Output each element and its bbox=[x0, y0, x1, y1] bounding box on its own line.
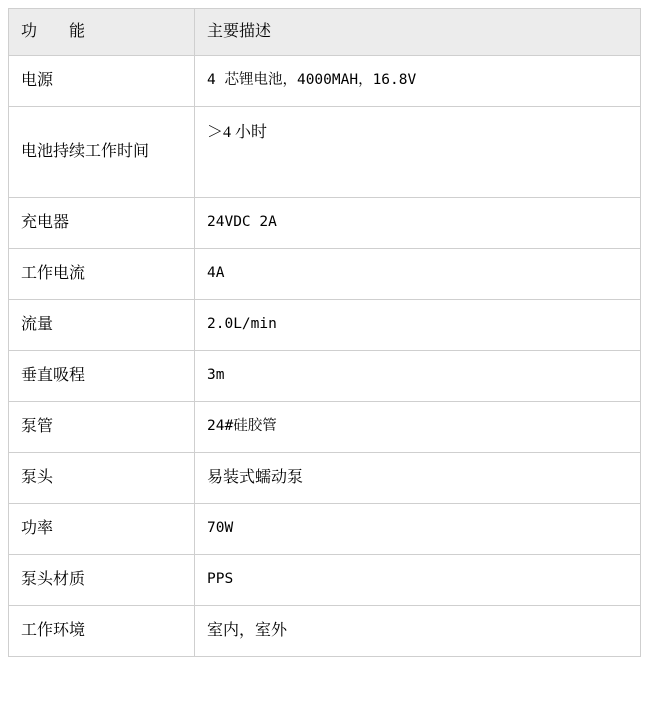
cell-description: 2.0L/min bbox=[195, 300, 641, 351]
cell-description: PPS bbox=[195, 555, 641, 606]
cell-description: ＞4 小时 bbox=[195, 107, 641, 198]
table-row bbox=[9, 453, 641, 504]
table-row bbox=[9, 198, 641, 249]
cell-description: 4A bbox=[195, 249, 641, 300]
cell-feature: 泵头 bbox=[9, 453, 195, 504]
table-row bbox=[9, 606, 641, 657]
cell-feature: 垂直吸程 bbox=[9, 351, 195, 402]
cell-feature: 工作环境 bbox=[9, 606, 195, 657]
table-header-row bbox=[9, 9, 641, 56]
cell-description: 易装式蠕动泵 bbox=[195, 453, 641, 504]
cell-description: 24#硅胶管 bbox=[195, 402, 641, 453]
cell-description: 4 芯锂电池，4000MAH，16.8V bbox=[195, 56, 641, 107]
table-row bbox=[9, 555, 641, 606]
table-body bbox=[9, 56, 641, 657]
column-header-feature: 功 能 bbox=[9, 9, 195, 56]
cell-feature: 电源 bbox=[9, 56, 195, 107]
cell-feature: 功率 bbox=[9, 504, 195, 555]
cell-feature: 充电器 bbox=[9, 198, 195, 249]
cell-feature: 流量 bbox=[9, 300, 195, 351]
table-row bbox=[9, 300, 641, 351]
column-header-description: 主要描述 bbox=[195, 9, 641, 56]
cell-description: 24VDC 2A bbox=[195, 198, 641, 249]
specifications-table bbox=[8, 8, 641, 657]
cell-description: 室内，室外 bbox=[195, 606, 641, 657]
cell-description: 3m bbox=[195, 351, 641, 402]
table-row bbox=[9, 249, 641, 300]
cell-feature: 工作电流 bbox=[9, 249, 195, 300]
table-row bbox=[9, 107, 641, 198]
cell-description: 70W bbox=[195, 504, 641, 555]
cell-feature: 泵管 bbox=[9, 402, 195, 453]
table-header bbox=[9, 9, 641, 56]
table-row bbox=[9, 504, 641, 555]
table-row bbox=[9, 351, 641, 402]
cell-feature: 电池持续工作时间 bbox=[9, 107, 195, 198]
table-row bbox=[9, 56, 641, 107]
table-row bbox=[9, 402, 641, 453]
cell-feature: 泵头材质 bbox=[9, 555, 195, 606]
